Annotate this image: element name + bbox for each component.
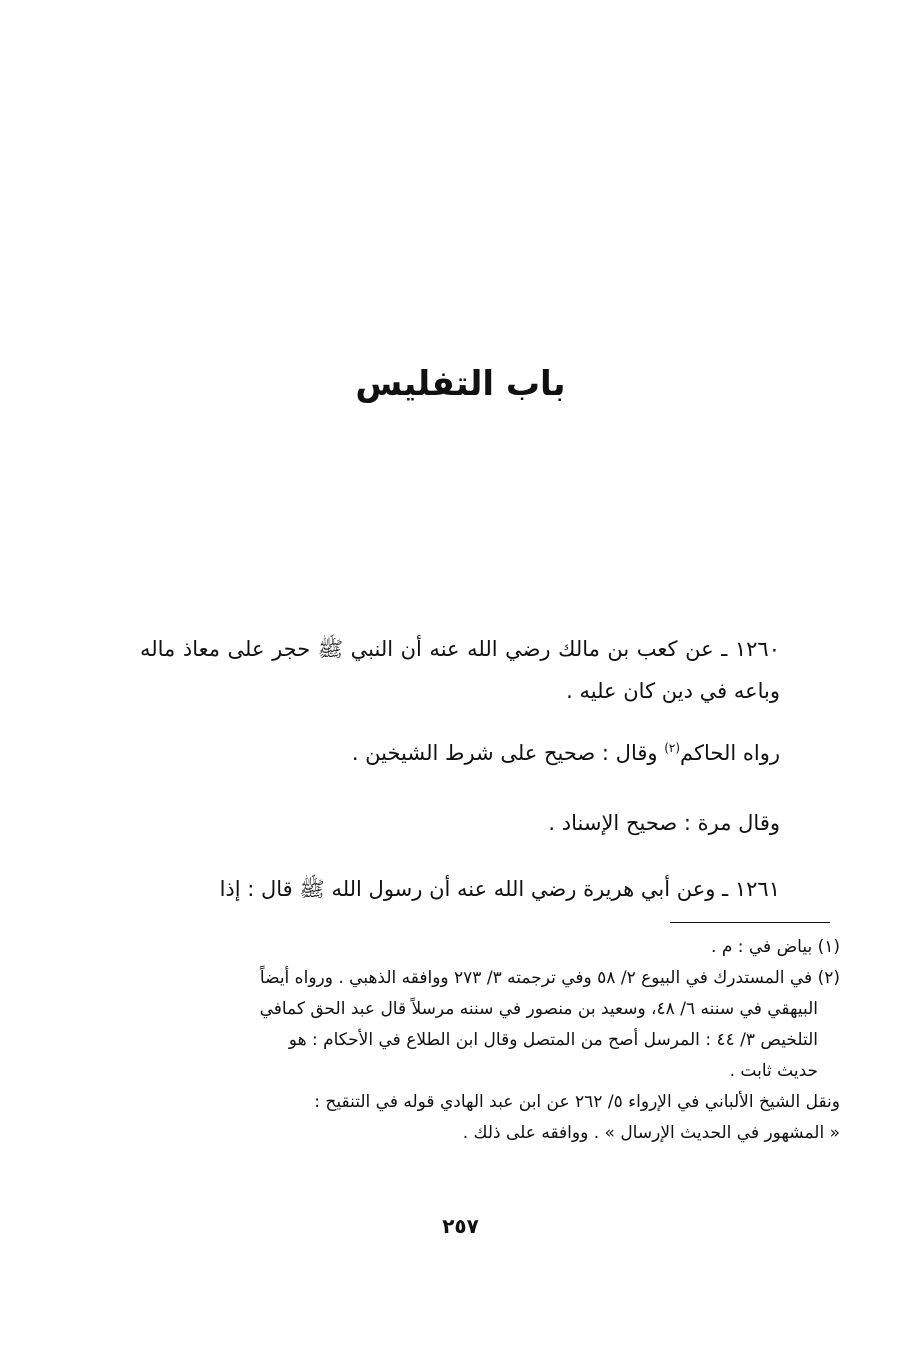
page-number: ٢٥٧ <box>442 1214 479 1238</box>
hadith-1260: ١٢٦٠ ـ عن كعب بن مالك رضي الله عنه أن النبي ﷺ حجر على معاذ ماله وباعه في دين كان عليه . <box>140 637 780 703</box>
narration-hakim-before: رواه الحاكم <box>680 741 780 765</box>
narration-hakim-after: وقال : صحيح على شرط الشيخين . <box>351 741 665 765</box>
narration-isnad: وقال مرة : صحيح الإسناد . <box>548 811 780 835</box>
hadith-1261: ١٢٦١ ـ وعن أبي هريرة رضي الله عنه أن رسول الله ﷺ قال : إذا <box>219 877 780 901</box>
footnote-2-line-2: البيهقي في سننه ٦/ ٤٨، وسعيد بن منصور في سننه مرسلاً قال عبد الحق كمافي <box>259 999 818 1019</box>
footnote-2-line-6: « المشهور في الحديث الإرسال » . ووافقه على ذلك . <box>462 1123 840 1143</box>
footnote-2-line-5: ونقل الشيخ الألباني في الإرواء ٥/ ٢٦٢ عن ابن عبد الهادي قوله في التنقيح : <box>314 1092 840 1112</box>
footnote-2-line-1: (٢) في المستدرك في البيوع ٢/ ٥٨ وفي ترجمته ٣/ ٢٧٣ ووافقه الذهبي . ورواه أيضاً <box>259 968 840 988</box>
footnote-ref-2: (٢) <box>664 741 681 755</box>
footnote-2-line-4: حديث ثابت . <box>729 1061 818 1081</box>
main-text <box>140 628 780 910</box>
footnote-separator <box>670 922 830 923</box>
footnote-2-line-3: التلخيص ٣/ ٤٤ : المرسل أصح من المتصل وقال ابن الطلاع في الأحكام : هو <box>288 1030 818 1050</box>
narration-hakim <box>140 732 780 774</box>
footnote-1: (١) بياض في : م . <box>711 937 840 957</box>
chapter-title: باب التفليس <box>355 364 566 404</box>
footnotes <box>140 932 840 1149</box>
